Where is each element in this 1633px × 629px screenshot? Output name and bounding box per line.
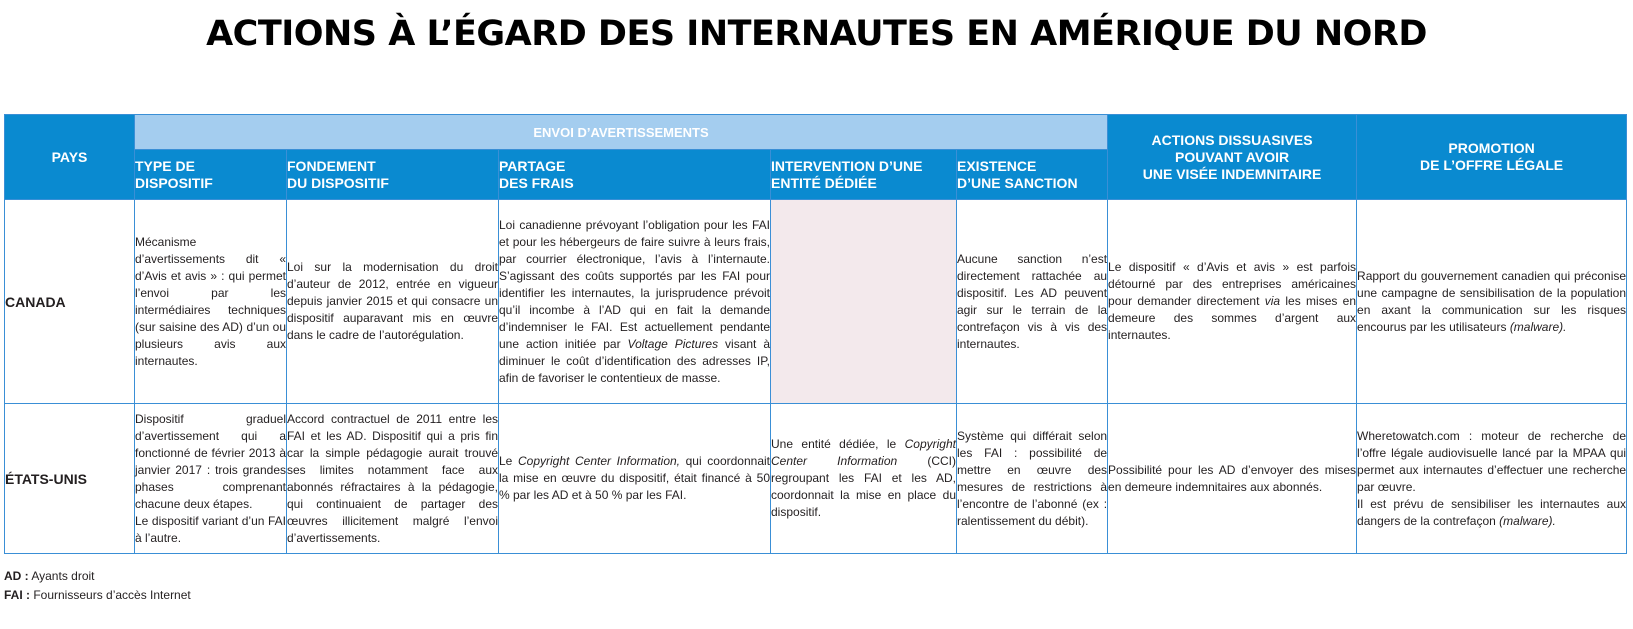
table-row-canada: [5, 200, 1627, 404]
header-fondement: FONDEMENT DU DISPOSITIF: [287, 150, 499, 200]
header-partage: PARTAGE DES FRAIS: [499, 150, 771, 200]
cell-intervention-empty: [771, 200, 957, 404]
legend-ad: AD : Ayants droit: [4, 569, 95, 583]
cell-fondement: Accord contractuel de 2011 entre les FAI et les AD. Dispositif qui a pris fin car la simple pédagogie aurait trouvé ses limites notamment face aux abonnés réfractaires à la pédagogie, qui continuaient de partager des œuvres illicitement malgré l’envoi d’avertissements.: [287, 404, 499, 554]
cell-sanction: Système qui différait selon les FAI : possibilité de mettre en œuvre des mesures de restrictions à l’encontre de l’abonné (ex : ralentissement du débit).: [957, 404, 1108, 554]
cell-sanction: Aucune sanction n’est directement rattachée au dispositif. Les AD peuvent agir sur le terrain de la contrefaçon vis à vis des internautes.: [957, 200, 1108, 404]
country-cell: ÉTATS-UNIS: [5, 404, 135, 554]
header-promotion: PROMOTION DE L’OFFRE LÉGALE: [1357, 115, 1627, 200]
page-title: ACTIONS À L’ÉGARD DES INTERNAUTES EN AMÉRIQUE DU NORD: [206, 14, 1427, 54]
header-actions: ACTIONS DISSUASIVES POUVANT AVOIR UNE VISÉE INDEMNITAIRE: [1108, 115, 1357, 200]
header-existence: EXISTENCE D’UNE SANCTION: [957, 150, 1108, 200]
legend-fai: FAI : Fournisseurs d’accès Internet: [4, 588, 191, 602]
header-type: TYPE DE DISPOSITIF: [135, 150, 287, 200]
cell-intervention: Une entité dédiée, le Copyright Center Information (CCI) regroupant les FAI et les AD, coordonnait la mise en place du dispositif.: [771, 404, 957, 554]
cell-promotion: Rapport du gouvernement canadien qui préconise une campagne de sensibilisation de la population en axant la communication sur les risques encourus par les utilisateurs (malware).: [1357, 200, 1627, 404]
table-row-etats-unis: [5, 404, 1627, 554]
actions-table: [4, 114, 1627, 554]
cell-promotion: Wheretowatch.com : moteur de recherche de l’offre légale audiovisuelle lancé par la MPAA qui permet aux internautes d’effectuer une recherche par œuvre. Il est prévu de sensibiliser les internautes aux dangers de la contrefaçon (malware).: [1357, 404, 1627, 554]
cell-fondement: Loi sur la modernisation du droit d’auteur de 2012, entrée en vigueur depuis janvier 2015 et qui consacre un dispositif auparavant mis en œuvre dans le cadre de l’autorégulation.: [287, 200, 499, 404]
cell-type: Mécanisme d’avertissements dit « d’Avis et avis » : qui permet l’envoi par les intermédiaires techniques (sur saisine des AD) d’un ou plusieurs avis aux internautes.: [135, 200, 287, 404]
header-pays: PAYS: [5, 115, 135, 200]
header-intervention: INTERVENTION D’UNE ENTITÉ DÉDIÉE: [771, 150, 957, 200]
cell-actions: Possibilité pour les AD d’envoyer des mises en demeure indemnitaires aux abonnés.: [1108, 404, 1357, 554]
cell-actions: Le dispositif « d’Avis et avis » est parfois détourné par des entreprises américaines pour demander directement via les mises en demeure des sommes d’argent aux internautes.: [1108, 200, 1357, 404]
cell-partage: Loi canadienne prévoyant l’obligation pour les FAI et pour les hébergeurs de faire suivre à leurs frais, par courrier électronique, l’avis à l’internaute. S’agissant des coûts supportés par les FAI pour identifier les internautes, la jurisprudence prévoit qu’il incombe à l’AD qui en fait la demande d’indemniser le FAI. Est actuellement pendante une action initiée par Voltage Pictures visant à diminuer le coût d’identification des adresses IP, afin de favoriser le contentieux de masse.: [499, 200, 771, 404]
header-group-avertissements: ENVOI D’AVERTISSEMENTS: [135, 115, 1108, 150]
country-cell: CANADA: [5, 200, 135, 404]
cell-partage: Le Copyright Center Information, qui coordonnait la mise en œuvre du dispositif, était financé à 50 % par les AD et à 50 % par les FAI.: [499, 404, 771, 554]
cell-type: Dispositif graduel d’avertissement qui a fonctionné de février 2013 à janvier 2017 : trois grandes phases comprenant chacune deux étapes. Le dispositif variant d’un FAI à l’autre.: [135, 404, 287, 554]
